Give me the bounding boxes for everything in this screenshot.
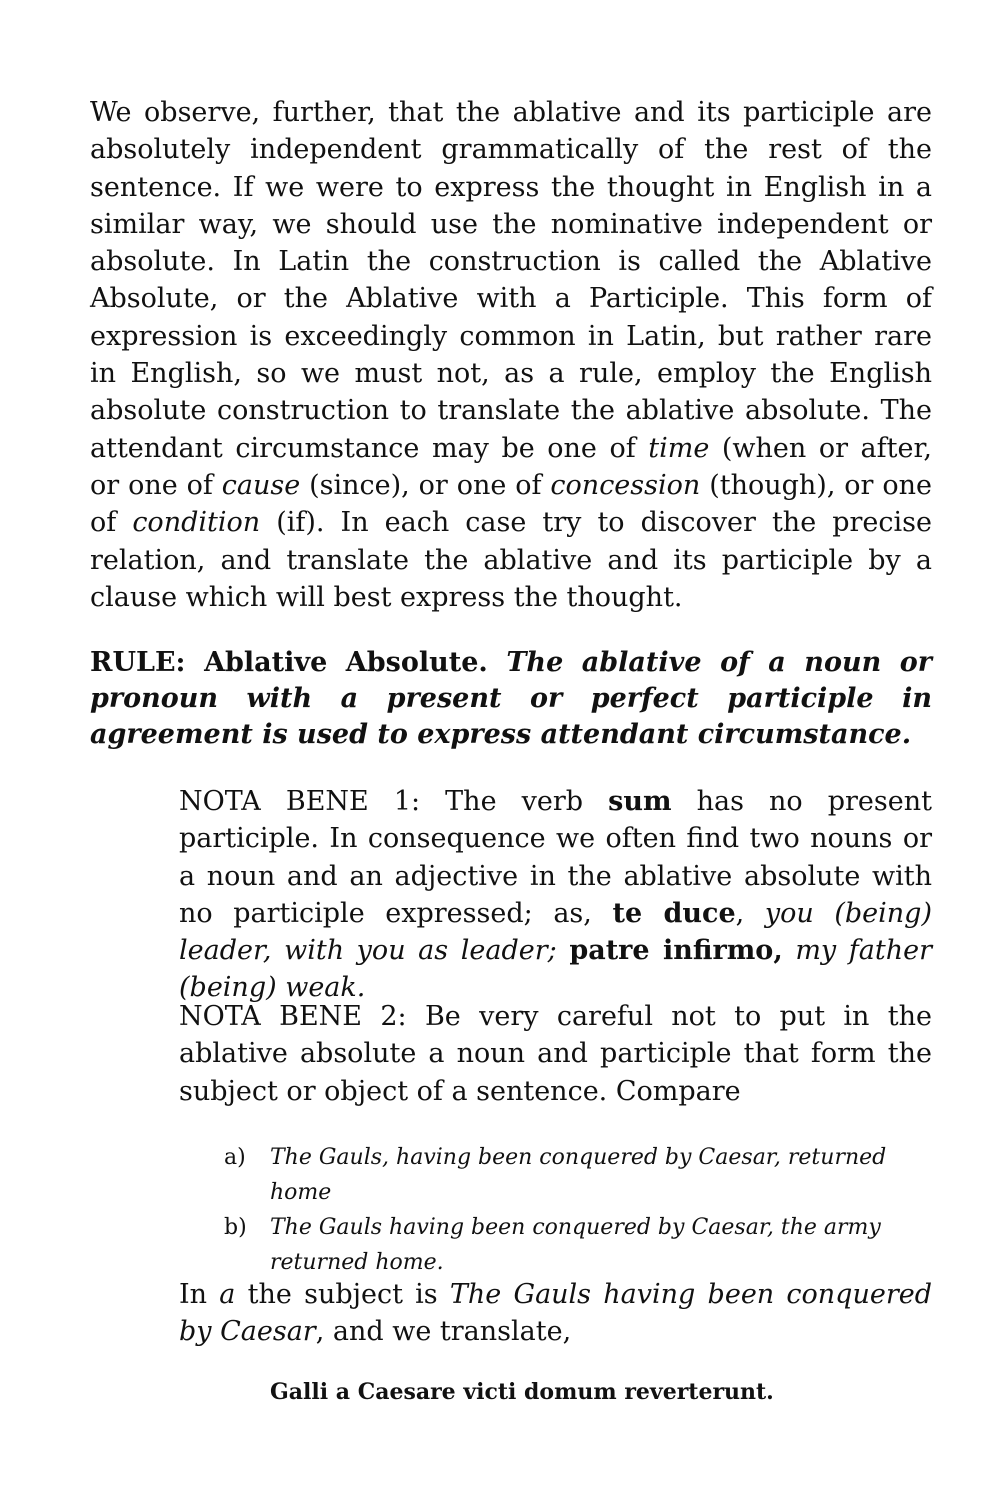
emphasis-subject: The Gauls having been conquered by Caesar (179, 1279, 932, 1348)
emphasis-time: time (648, 432, 710, 464)
comparison-examples-list (224, 1140, 924, 1280)
paragraph-subject-explanation: In a the subject is The Gauls having been conquered by Caesar, and we translate, (179, 1279, 932, 1348)
example-text: The Gauls having been conquered by Caesar, the army returned home. (270, 1215, 881, 1275)
translation-patre-infirmo: my father (being) weak. (179, 935, 932, 1004)
term-patre-infirmo: patre infirmo, (569, 935, 783, 967)
emphasis-cause: cause (221, 469, 301, 501)
latin-example-sentence: Galli a Caesare victi domum reverterunt. (270, 1379, 774, 1405)
example-text: The Gauls, having been conquered by Caesar, returned home (270, 1145, 887, 1205)
nota-bene-1: NOTA BENE 1: The verb sum has no present participle. In consequence we often find two nouns or a noun and an adjective in the ablative absolute with no participle expressed; as, te duce, you (being) leader, with you as leader; patre infirmo, my father (being) weak. (179, 786, 932, 1004)
translation-te-duce: you (being) leader, with you as leader; (179, 897, 932, 967)
list-item (224, 1210, 924, 1280)
rule-text: The ablative of a noun or pronoun with a present or perfect participle in agreement is used to express attendant circumstance. (90, 647, 932, 750)
emphasis-a: a (219, 1279, 236, 1310)
list-marker: b) (224, 1215, 247, 1240)
emphasis-concession: concession (550, 469, 701, 501)
list-item (224, 1140, 924, 1210)
paragraph-ablative-absolute-explanation: We observe, further, that the ablative and its participle are absolutely independent grammatically of the rest of the sentence. If we were to express the thought in English in a similar way, we should use the nominative independent or absolute. In Latin the construction is called the Ablative Absolute, or the Ablative with a Participle. This form of expression is exceedingly common in Latin, but rather rare in English, so we must not, as a rule, employ the English absolute construction to translate the ablative absolute. The attendant circumstance may be one of time (when or after, or one of cause (since), or one of concession (though), or one of condition (if). In each case try to discover the precise relation, and translate the ablative and its participle by a clause which will best express the thought. (90, 97, 932, 613)
term-te-duce: te duce (612, 897, 736, 929)
rule-ablative-absolute (90, 645, 932, 753)
emphasis-condition: condition (132, 507, 261, 539)
term-sum: sum (608, 786, 672, 817)
nota-bene-2: NOTA BENE 2: Be very careful not to put in the ablative absolute a noun and participle that form the subject or object of a sentence. Compare (179, 1001, 932, 1107)
rule-label: RULE: Ablative Absolute. (90, 647, 488, 678)
list-marker: a) (224, 1145, 246, 1170)
